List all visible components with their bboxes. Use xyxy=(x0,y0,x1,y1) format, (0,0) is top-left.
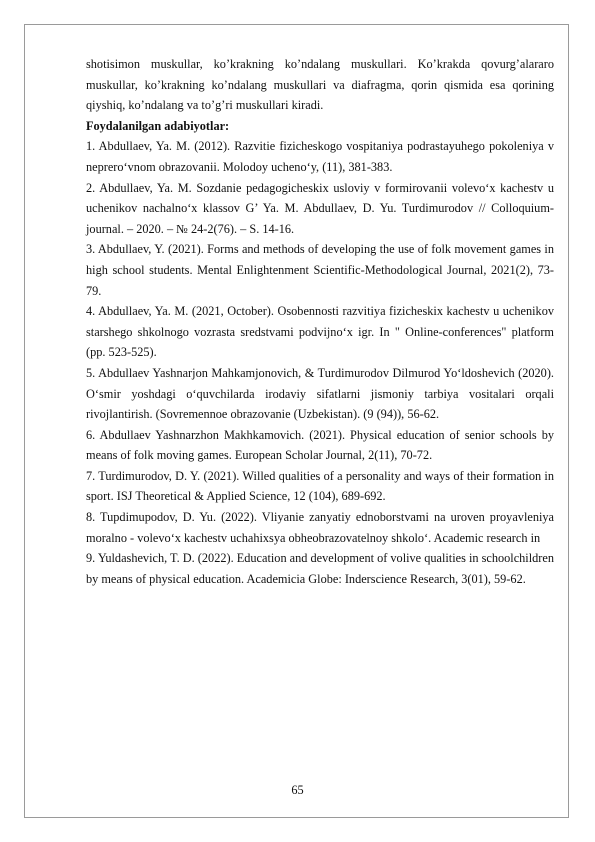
intro-paragraph: shotisimon muskullar, ko’krakning ko’ndalang muskullari. Ko’krakda qovurg’alararo muskullar, ko’krakning ko’ndalang muskullari va diafragma, qorin qismida esa qorining qiyshiq, ko’ndalang va to’g’ri muskullari kiradi. xyxy=(86,57,554,113)
reference-item: 7. Turdimurodov, D. Y. (2021). Willed qualities of a personality and ways of their formation in sport. ISJ Theoretical & Applied Science, 12 (104), 689-692. xyxy=(86,468,554,504)
page-number: 65 xyxy=(291,783,304,797)
references-heading: Foydalanilgan adabiyotlar: xyxy=(86,118,230,133)
reference-item: 2. Abdullaev, Ya. M. Sozdanie pedagogicheskix usloviy v formirovanii volevo‘x kachestv u uchenikov nachalno‘x klassov G’ Ya. M. Abdullaev, D. Yu. Turdimurodov // Colloquium-journal. – 2020. – № 24-2(76). – S. 14-16. xyxy=(86,180,554,236)
reference-item: 1. Abdullaev, Ya. M. (2012). Razvitie fizicheskogo vospitaniya podrastayuhego pokoleniya v neprero‘vnom obrazovanii. Molodoy ucheno‘y, (11), 381-383. xyxy=(86,139,554,174)
page-body xyxy=(86,54,554,589)
reference-item: 9. Yuldashevich, T. D. (2022). Education and development of volive qualities in schoolchildren by means of physical education. Academicia Globe: Inderscience Research, 3(01), 59-62. xyxy=(86,551,554,586)
reference-item: 6. Abdullaev Yashnarzhon Makhkamovich. (2021). Physical education of senior schools by means of folk moving games. European Scholar Journal, 2(11), 70-72. xyxy=(86,427,554,463)
reference-item: 4. Abdullaev, Ya. M. (2021, October). Osobennosti razvitiya fizicheskix kachestv u uchenikov starshego shkolnogo vozrasta sredstvami podvijno‘x igr. In " Online-conferences" platform (pp. 523-525). xyxy=(86,304,554,360)
reference-item: 8. Tupdimupodov, D. Yu. (2022). Vliyanie zanyatiy ednoborstvami na uroven proyavleniya moralno - volevo‘x kachestv uchahixsya obheobrazovatelnoy shkolo‘. Academic research in xyxy=(86,510,554,545)
reference-item: 5. Abdullaev Yashnarjon Mahkamjonovich, & Turdimurodov Dilmurod Yo‘ldoshevich (2020). O‘smir yoshdagi o‘quvchilarda irodaviy sifatlarni jismoniy tarbiya vositalari orqali rivojlantirish. (Sovremennoe obrazovanie (Uzbekistan). (9 (94)), 56-62. xyxy=(86,365,554,422)
reference-item: 3. Abdullaev, Y. (2021). Forms and methods of developing the use of folk movement games in high school students. Mental Enlightenment Scientific-Methodological Journal, 2021(2), 73-79. xyxy=(86,242,554,298)
